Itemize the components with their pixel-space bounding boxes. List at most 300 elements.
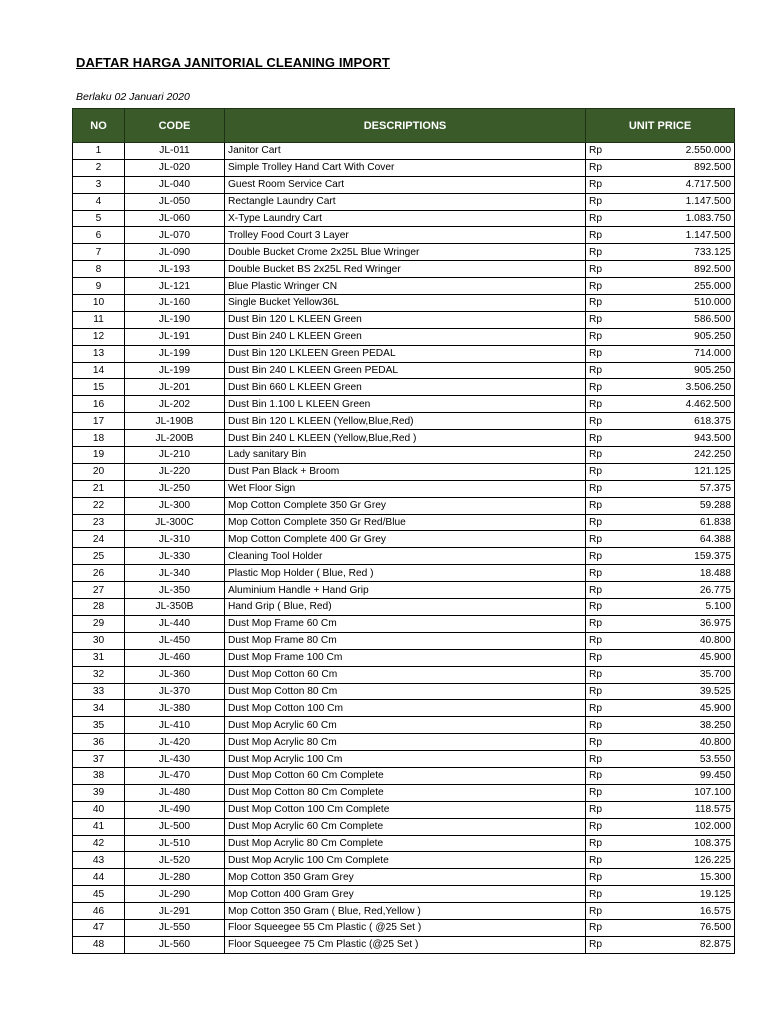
- unit-price-wrap: [589, 312, 731, 327]
- row-number: 39: [73, 784, 125, 801]
- unit-price-cell: [586, 379, 735, 396]
- currency-label: Rp: [589, 263, 603, 275]
- table-row: [73, 852, 735, 869]
- table-row: [73, 649, 735, 666]
- product-code: JL-300: [125, 497, 225, 514]
- currency-label: Rp: [589, 381, 603, 393]
- row-number: 16: [73, 396, 125, 413]
- unit-price-wrap: [589, 211, 731, 226]
- product-code: JL-280: [125, 869, 225, 886]
- currency-label: Rp: [589, 229, 603, 241]
- product-description: Rectangle Laundry Cart: [225, 193, 586, 210]
- unit-price-wrap: [589, 481, 731, 496]
- row-number: 4: [73, 193, 125, 210]
- unit-price-wrap: [589, 735, 731, 750]
- table-row: [73, 903, 735, 920]
- product-description: Guest Room Service Cart: [225, 176, 586, 193]
- row-number: 27: [73, 582, 125, 599]
- product-code: JL-160: [125, 295, 225, 312]
- product-code: JL-190: [125, 311, 225, 328]
- product-description: Plastic Mop Holder ( Blue, Red ): [225, 565, 586, 582]
- product-code: JL-050: [125, 193, 225, 210]
- product-description: Dust Mop Cotton 100 Cm Complete: [225, 801, 586, 818]
- unit-price-wrap: [589, 616, 731, 631]
- product-code: JL-020: [125, 159, 225, 176]
- product-description: Cleaning Tool Holder: [225, 548, 586, 565]
- unit-price-value: 26.775: [699, 584, 731, 596]
- product-code: JL-470: [125, 767, 225, 784]
- unit-price-cell: [586, 463, 735, 480]
- row-number: 19: [73, 447, 125, 464]
- table-row: [73, 751, 735, 768]
- currency-label: Rp: [589, 483, 603, 495]
- table-row: [73, 328, 735, 345]
- currency-label: Rp: [589, 787, 603, 799]
- unit-price-cell: [586, 700, 735, 717]
- currency-label: Rp: [589, 635, 603, 647]
- unit-price-wrap: [589, 583, 731, 598]
- unit-price-wrap: [589, 160, 731, 175]
- unit-price-cell: [586, 734, 735, 751]
- unit-price-wrap: [589, 752, 731, 767]
- unit-price-cell: [586, 565, 735, 582]
- table-row: [73, 801, 735, 818]
- unit-price-wrap: [589, 549, 731, 564]
- table-row: [73, 227, 735, 244]
- table-row: [73, 886, 735, 903]
- unit-price-value: 82.875: [699, 939, 731, 951]
- product-description: Floor Squeegee 55 Cm Plastic ( @25 Set ): [225, 919, 586, 936]
- unit-price-cell: [586, 666, 735, 683]
- product-code: JL-193: [125, 261, 225, 278]
- unit-price-wrap: [589, 346, 731, 361]
- unit-price-wrap: [589, 802, 731, 817]
- unit-price-value: 892.500: [694, 263, 731, 275]
- unit-price-wrap: [589, 143, 731, 158]
- product-code: JL-202: [125, 396, 225, 413]
- unit-price-value: 510.000: [694, 297, 731, 309]
- unit-price-cell: [586, 447, 735, 464]
- unit-price-value: 61.838: [699, 517, 731, 529]
- unit-price-cell: [586, 869, 735, 886]
- header-unit-price: UNIT PRICE: [586, 109, 735, 143]
- product-code: JL-560: [125, 936, 225, 953]
- row-number: 3: [73, 176, 125, 193]
- unit-price-value: 126.225: [694, 854, 731, 866]
- table-row: [73, 447, 735, 464]
- currency-label: Rp: [589, 533, 603, 545]
- unit-price-wrap: [589, 667, 731, 682]
- currency-label: Rp: [589, 517, 603, 529]
- unit-price-wrap: [589, 464, 731, 479]
- currency-label: Rp: [589, 922, 603, 934]
- row-number: 46: [73, 903, 125, 920]
- unit-price-wrap: [589, 566, 731, 581]
- table-row: [73, 531, 735, 548]
- unit-price-wrap: [589, 380, 731, 395]
- unit-price-wrap: [589, 329, 731, 344]
- unit-price-wrap: [589, 228, 731, 243]
- product-code: JL-510: [125, 835, 225, 852]
- row-number: 41: [73, 818, 125, 835]
- table-row: [73, 936, 735, 953]
- product-code: JL-350: [125, 582, 225, 599]
- product-description: Simple Trolley Hand Cart With Cover: [225, 159, 586, 176]
- product-description: Dust Mop Acrylic 60 Cm: [225, 717, 586, 734]
- unit-price-cell: [586, 328, 735, 345]
- currency-label: Rp: [589, 888, 603, 900]
- product-description: Dust Mop Acrylic 60 Cm Complete: [225, 818, 586, 835]
- row-number: 6: [73, 227, 125, 244]
- row-number: 32: [73, 666, 125, 683]
- row-number: 14: [73, 362, 125, 379]
- unit-price-value: 45.900: [699, 652, 731, 664]
- unit-price-cell: [586, 683, 735, 700]
- unit-price-value: 905.250: [694, 365, 731, 377]
- currency-label: Rp: [589, 939, 603, 951]
- row-number: 12: [73, 328, 125, 345]
- product-description: Single Bucket Yellow36L: [225, 295, 586, 312]
- row-number: 36: [73, 734, 125, 751]
- unit-price-wrap: [589, 853, 731, 868]
- unit-price-value: 892.500: [694, 162, 731, 174]
- unit-price-wrap: [589, 245, 731, 260]
- table-row: [73, 278, 735, 295]
- currency-label: Rp: [589, 618, 603, 630]
- unit-price-cell: [586, 615, 735, 632]
- table-row: [73, 244, 735, 261]
- unit-price-cell: [586, 261, 735, 278]
- unit-price-value: 159.375: [694, 550, 731, 562]
- product-description: Dust Mop Cotton 60 Cm: [225, 666, 586, 683]
- table-row: [73, 717, 735, 734]
- unit-price-value: 19.125: [699, 888, 731, 900]
- table-row: [73, 210, 735, 227]
- table-header: [73, 109, 735, 143]
- unit-price-cell: [586, 531, 735, 548]
- unit-price-wrap: [589, 532, 731, 547]
- unit-price-value: 38.250: [699, 719, 731, 731]
- unit-price-value: 15.300: [699, 871, 731, 883]
- currency-label: Rp: [589, 669, 603, 681]
- row-number: 33: [73, 683, 125, 700]
- table-row: [73, 700, 735, 717]
- currency-label: Rp: [589, 770, 603, 782]
- unit-price-cell: [586, 244, 735, 261]
- unit-price-cell: [586, 413, 735, 430]
- unit-price-wrap: [589, 431, 731, 446]
- currency-label: Rp: [589, 365, 603, 377]
- table-row: [73, 193, 735, 210]
- unit-price-cell: [586, 480, 735, 497]
- row-number: 13: [73, 345, 125, 362]
- unit-price-wrap: [589, 498, 731, 513]
- unit-price-value: 36.975: [699, 618, 731, 630]
- row-number: 35: [73, 717, 125, 734]
- product-description: Dust Pan Black + Broom: [225, 463, 586, 480]
- product-code: JL-430: [125, 751, 225, 768]
- unit-price-value: 40.800: [699, 635, 731, 647]
- unit-price-wrap: [589, 887, 731, 902]
- unit-price-cell: [586, 311, 735, 328]
- product-code: JL-300C: [125, 514, 225, 531]
- table-row: [73, 615, 735, 632]
- currency-label: Rp: [589, 753, 603, 765]
- unit-price-wrap: [589, 768, 731, 783]
- unit-price-value: 733.125: [694, 246, 731, 258]
- product-code: JL-380: [125, 700, 225, 717]
- currency-label: Rp: [589, 500, 603, 512]
- row-number: 18: [73, 430, 125, 447]
- product-description: Dust Mop Acrylic 100 Cm Complete: [225, 852, 586, 869]
- row-number: 28: [73, 599, 125, 616]
- unit-price-wrap: [589, 937, 731, 952]
- unit-price-cell: [586, 767, 735, 784]
- product-code: JL-350B: [125, 599, 225, 616]
- currency-label: Rp: [589, 398, 603, 410]
- unit-price-wrap: [589, 633, 731, 648]
- table-row: [73, 599, 735, 616]
- product-description: Dust Mop Cotton 80 Cm Complete: [225, 784, 586, 801]
- table-row: [73, 463, 735, 480]
- product-code: JL-200B: [125, 430, 225, 447]
- unit-price-value: 255.000: [694, 280, 731, 292]
- table-row: [73, 345, 735, 362]
- unit-price-wrap: [589, 414, 731, 429]
- unit-price-cell: [586, 227, 735, 244]
- table-row: [73, 311, 735, 328]
- product-description: Dust Mop Cotton 100 Cm: [225, 700, 586, 717]
- unit-price-value: 76.500: [699, 922, 731, 934]
- table-row: [73, 295, 735, 312]
- product-description: X-Type Laundry Cart: [225, 210, 586, 227]
- product-description: Floor Squeegee 75 Cm Plastic (@25 Set ): [225, 936, 586, 953]
- table-row: [73, 632, 735, 649]
- unit-price-wrap: [589, 701, 731, 716]
- table-row: [73, 497, 735, 514]
- product-description: Dust Mop Acrylic 80 Cm Complete: [225, 835, 586, 852]
- unit-price-value: 40.800: [699, 736, 731, 748]
- row-number: 9: [73, 278, 125, 295]
- unit-price-wrap: [589, 279, 731, 294]
- unit-price-wrap: [589, 262, 731, 277]
- unit-price-wrap: [589, 295, 731, 310]
- row-number: 10: [73, 295, 125, 312]
- unit-price-value: 64.388: [699, 533, 731, 545]
- currency-label: Rp: [589, 702, 603, 714]
- product-description: Mop Cotton 350 Gram ( Blue, Red,Yellow ): [225, 903, 586, 920]
- product-description: Wet Floor Sign: [225, 480, 586, 497]
- table-row: [73, 548, 735, 565]
- unit-price-value: 59.288: [699, 500, 731, 512]
- unit-price-cell: [586, 751, 735, 768]
- product-code: JL-420: [125, 734, 225, 751]
- row-number: 37: [73, 751, 125, 768]
- table-row: [73, 818, 735, 835]
- table-row: [73, 430, 735, 447]
- product-code: JL-190B: [125, 413, 225, 430]
- table-row: [73, 362, 735, 379]
- product-description: Dust Mop Cotton 60 Cm Complete: [225, 767, 586, 784]
- unit-price-value: 1.147.500: [685, 196, 731, 208]
- table-row: [73, 514, 735, 531]
- currency-label: Rp: [589, 432, 603, 444]
- table-row: [73, 835, 735, 852]
- unit-price-cell: [586, 784, 735, 801]
- unit-price-cell: [586, 278, 735, 295]
- unit-price-value: 118.575: [694, 804, 731, 816]
- currency-label: Rp: [589, 213, 603, 224]
- product-code: JL-440: [125, 615, 225, 632]
- unit-price-value: 1.083.750: [685, 213, 731, 224]
- product-code: JL-480: [125, 784, 225, 801]
- row-number: 5: [73, 210, 125, 227]
- product-description: Dust Bin 240 L KLEEN (Yellow,Blue,Red ): [225, 430, 586, 447]
- currency-label: Rp: [589, 584, 603, 596]
- unit-price-value: 2.550.000: [685, 145, 731, 157]
- unit-price-cell: [586, 159, 735, 176]
- unit-price-value: 18.488: [699, 567, 731, 579]
- currency-label: Rp: [589, 314, 603, 326]
- table-row: [73, 784, 735, 801]
- table-row: [73, 261, 735, 278]
- unit-price-value: 714.000: [694, 348, 731, 360]
- unit-price-cell: [586, 632, 735, 649]
- unit-price-cell: [586, 548, 735, 565]
- unit-price-value: 107.100: [694, 787, 731, 799]
- currency-label: Rp: [589, 550, 603, 562]
- currency-label: Rp: [589, 719, 603, 731]
- unit-price-value: 5.100: [705, 601, 731, 613]
- currency-label: Rp: [589, 685, 603, 697]
- product-description: Dust Mop Acrylic 80 Cm: [225, 734, 586, 751]
- currency-label: Rp: [589, 415, 603, 427]
- unit-price-value: 618.375: [694, 415, 731, 427]
- currency-label: Rp: [589, 652, 603, 664]
- unit-price-wrap: [589, 920, 731, 935]
- currency-label: Rp: [589, 736, 603, 748]
- unit-price-cell: [586, 176, 735, 193]
- product-description: Dust Mop Frame 80 Cm: [225, 632, 586, 649]
- unit-price-wrap: [589, 515, 731, 530]
- unit-price-value: 3.506.250: [685, 381, 731, 393]
- product-description: Mop Cotton 400 Gram Grey: [225, 886, 586, 903]
- unit-price-value: 53.550: [699, 753, 731, 765]
- unit-price-wrap: [589, 363, 731, 378]
- unit-price-cell: [586, 835, 735, 852]
- row-number: 45: [73, 886, 125, 903]
- header-no: NO: [73, 109, 125, 143]
- table-row: [73, 582, 735, 599]
- product-description: Dust Bin 240 L KLEEN Green: [225, 328, 586, 345]
- table-row: [73, 767, 735, 784]
- row-number: 43: [73, 852, 125, 869]
- product-code: JL-011: [125, 143, 225, 160]
- row-number: 1: [73, 143, 125, 160]
- unit-price-wrap: [589, 904, 731, 919]
- unit-price-wrap: [589, 447, 731, 462]
- product-code: JL-520: [125, 852, 225, 869]
- currency-label: Rp: [589, 601, 603, 613]
- unit-price-cell: [586, 903, 735, 920]
- unit-price-wrap: [589, 599, 731, 614]
- product-description: Mop Cotton Complete 400 Gr Grey: [225, 531, 586, 548]
- unit-price-value: 35.700: [699, 669, 731, 681]
- product-code: JL-310: [125, 531, 225, 548]
- unit-price-value: 121.125: [694, 466, 731, 478]
- unit-price-value: 586.500: [694, 314, 731, 326]
- row-number: 21: [73, 480, 125, 497]
- currency-label: Rp: [589, 854, 603, 866]
- currency-label: Rp: [589, 466, 603, 478]
- product-description: Dust Mop Frame 100 Cm: [225, 649, 586, 666]
- product-description: Dust Bin 240 L KLEEN Green PEDAL: [225, 362, 586, 379]
- unit-price-cell: [586, 886, 735, 903]
- table-row: [73, 666, 735, 683]
- row-number: 11: [73, 311, 125, 328]
- product-description: Lady sanitary Bin: [225, 447, 586, 464]
- product-description: Janitor Cart: [225, 143, 586, 160]
- currency-label: Rp: [589, 179, 603, 191]
- product-description: Double Bucket Crome 2x25L Blue Wringer: [225, 244, 586, 261]
- row-number: 15: [73, 379, 125, 396]
- unit-price-cell: [586, 919, 735, 936]
- row-number: 24: [73, 531, 125, 548]
- currency-label: Rp: [589, 837, 603, 849]
- product-description: Trolley Food Court 3 Layer: [225, 227, 586, 244]
- currency-label: Rp: [589, 196, 603, 208]
- row-number: 29: [73, 615, 125, 632]
- table-row: [73, 734, 735, 751]
- row-number: 31: [73, 649, 125, 666]
- row-number: 17: [73, 413, 125, 430]
- unit-price-cell: [586, 295, 735, 312]
- unit-price-cell: [586, 497, 735, 514]
- currency-label: Rp: [589, 567, 603, 579]
- product-code: JL-340: [125, 565, 225, 582]
- unit-price-cell: [586, 430, 735, 447]
- product-code: JL-500: [125, 818, 225, 835]
- unit-price-wrap: [589, 718, 731, 733]
- table-row: [73, 396, 735, 413]
- row-number: 34: [73, 700, 125, 717]
- product-code: JL-370: [125, 683, 225, 700]
- row-number: 38: [73, 767, 125, 784]
- unit-price-value: 99.450: [699, 770, 731, 782]
- product-code: JL-410: [125, 717, 225, 734]
- unit-price-wrap: [589, 870, 731, 885]
- table-row: [73, 683, 735, 700]
- unit-price-cell: [586, 193, 735, 210]
- product-description: Dust Bin 120 LKLEEN Green PEDAL: [225, 345, 586, 362]
- product-description: Dust Bin 1.100 L KLEEN Green: [225, 396, 586, 413]
- unit-price-cell: [586, 852, 735, 869]
- unit-price-value: 16.575: [699, 905, 731, 917]
- unit-price-cell: [586, 936, 735, 953]
- unit-price-value: 905.250: [694, 331, 731, 343]
- product-code: JL-070: [125, 227, 225, 244]
- row-number: 22: [73, 497, 125, 514]
- product-code: JL-040: [125, 176, 225, 193]
- table-body: [73, 143, 735, 954]
- unit-price-value: 57.375: [699, 483, 731, 495]
- table-row: [73, 565, 735, 582]
- product-code: JL-121: [125, 278, 225, 295]
- currency-label: Rp: [589, 331, 603, 343]
- table-row: [73, 176, 735, 193]
- product-description: Mop Cotton 350 Gram Grey: [225, 869, 586, 886]
- product-code: JL-360: [125, 666, 225, 683]
